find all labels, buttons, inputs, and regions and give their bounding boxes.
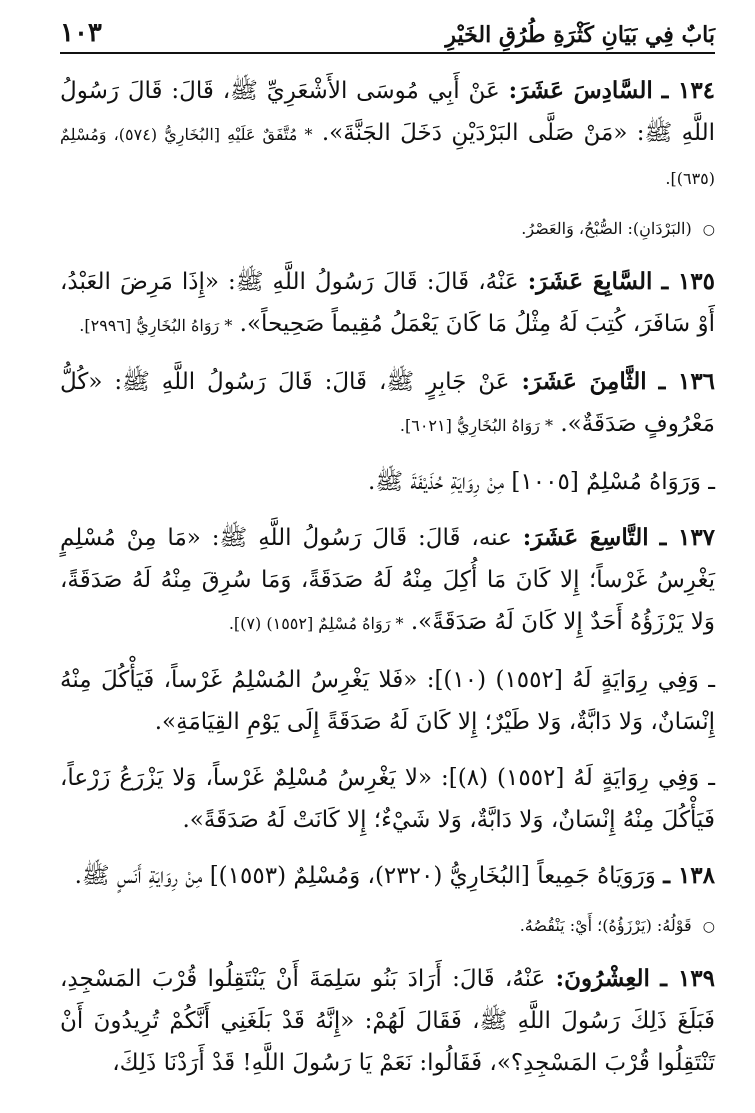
hadith-text: عَنْهُ، قَالَ: أَرَادَ بَنُو سَلِمَةَ أَنْ يَنْتَقِلُوا قُرْبَ المَسْجِدِ، فَبَلَغَ ذَلِكَ رَسُولَ اللَّهِ ﷺ، فَقَالَ لَهُمْ: «إِنَّهُ قَدْ بَلَغَنِي أَنَّكُمْ تُرِيدُونَ أَنْ تَنْتَقِلُوا قُرْبَ المَسْجِدِ؟»، فَقَالُوا: نَعَمْ يَا رَسُولَ اللَّهِ! قَدْ أَرَدْنَا ذَلِكَ، — [60, 966, 715, 1076]
hadith-text: عَنْ أَبِي مُوسَى الأَشْعَرِيِّ ﷺ، قَالَ: قَالَ رَسُولُ اللَّهِ ﷺ: «مَنْ صَلَّى البَرْدَيْنِ دَخَلَ الجَنَّةَ». — [60, 78, 716, 146]
narration-text: ـ وَفِي رِوَايَةٍ لَهُ [١٥٥٢) (٨)]: «لا يَغْرِسُ مُسْلِمٌ غَرْساً، وَلا يَزْرَعُ زَرْعاً، فَيَأْكُلَ مِنْهُ إِنْسَانٌ، وَلا دَابَّةٌ، وَلا شَيْءٌ؛ إِلا كَانَتْ لَهُ صَدَقَةً». — [60, 765, 715, 833]
narration-hudhayfa — [60, 461, 715, 503]
narration-variant-1 — [60, 659, 715, 743]
hadith-text: عَنْهُ، قَالَ: قَالَ رَسُولُ اللَّهِ ﷺ: «إِذَا مَرِضَ العَبْدُ، أَوْ سَافَرَ، كُتِبَ لَهُ مِثْلُ مَا كَانَ يَعْمَلُ مُقِيماً صَحِيحاً». — [60, 269, 715, 337]
hadith-reference: * رَوَاهُ البُخَارِيُّ [٦٠٢١]. — [399, 416, 553, 435]
hadith-number: ١٣٦ ـ — [658, 368, 716, 395]
note-text: قَوْلُهُ: (يَرْزَؤُهُ)؛ أَيْ: يَنْقُصُهُ. — [519, 916, 692, 935]
page-content — [60, 70, 715, 1098]
circle-bullet-icon: ○ — [702, 919, 715, 935]
hadith-number: ١٣٨ ـ — [663, 862, 715, 889]
hadith-text: عنه، قَالَ: قَالَ رَسُولُ اللَّهِ ﷺ: «مَا مِنْ مُسْلِمٍ يَغْرِسُ غَرْساً؛ إِلا كَانَ مَا أُكِلَ مِنْهُ لَهُ صَدَقَةً، وَمَا سُرِقَ مِنْهُ لَهُ صَدَقَةً، وَلا يَرْزَؤُهُ أَحَدٌ إِلا كَانَ لَهُ صَدَقَةً». — [60, 525, 715, 635]
hadith-136 — [60, 361, 715, 447]
circle-bullet-icon: ○ — [702, 222, 715, 238]
hadith-title: السَّابِعَ عَشَرَ: — [527, 268, 653, 295]
hadith-139 — [60, 958, 715, 1084]
narration-variant-2 — [60, 757, 715, 841]
hadith-title: العِشْرُونَ: — [555, 965, 650, 992]
hadith-text: وَرَوَيَاهُ جَمِيعاً [البُخَارِيُّ (٢٣٢٠)، وَمُسْلِمٌ (١٥٥٣)] مِنْ رِوَايَةِ أَنَسٍ ﷺ. — [74, 863, 656, 889]
hadith-138 — [60, 855, 715, 897]
hadith-number: ١٣٤ ـ — [661, 77, 716, 104]
hadith-title: السَّادِسَ عَشَرَ: — [508, 77, 653, 104]
hadith-134 — [60, 70, 715, 200]
hadith-137 — [60, 517, 715, 645]
page-header — [60, 8, 715, 54]
hadith-135 — [60, 261, 715, 347]
hadith-number: ١٣٧ ـ — [659, 524, 716, 551]
narration-text: ـ وَرَوَاهُ مُسْلِمٌ [١٠٠٥] مِنْ رِوَايَةِ حُذَيْفَةَ ﷺ. — [368, 469, 715, 495]
hadith-reference: * مُتَّفَقٌ عَلَيْهِ [البُخَارِيُّ (٥٧٤)، وَمُسْلِمٌ (٦٣٥)]. — [60, 125, 715, 188]
hadith-text: عَنْ جَابِرٍ ﷺ، قَالَ: قَالَ رَسُولُ اللَّهِ ﷺ: «كُلُّ مَعْرُوفٍ صَدَقَةٌ». — [60, 369, 715, 437]
hadith-number: ١٣٥ ـ — [661, 268, 716, 295]
hadith-reference: * رَوَاهُ البُخَارِيُّ [٢٩٩٦]. — [79, 316, 233, 335]
note-2 — [60, 911, 715, 942]
hadith-reference: * رَوَاهُ مُسْلِمٌ [١٥٥٢) (٧)]. — [228, 614, 404, 633]
note-text: (البَرْدَانِ): الصُّبْحُ، وَالعَصْرُ. — [521, 219, 692, 238]
hadith-number: ١٣٩ ـ — [660, 965, 716, 992]
chapter-title: بَابٌ فِي بَيَانِ كَثْرَةِ طُرُقِ الخَيْرِ — [445, 22, 715, 48]
narration-text: ـ وَفِي رِوَايَةٍ لَهُ [١٥٥٢) (١٠)]: «فَلا يَغْرِسُ المُسْلِمُ غَرْساً، فَيَأْكُلَ مِنْهُ إِنْسَانٌ، وَلا دَابَّةٌ، وَلا طَيْرٌ؛ إِلا كَانَ لَهُ صَدَقَةً إِلَى يَوْمِ القِيَامَةِ». — [60, 667, 715, 735]
hadith-title: الثَّامِنَ عَشَرَ: — [521, 368, 647, 395]
note-1 — [60, 214, 715, 245]
page-number: ١٠٣ — [60, 18, 102, 48]
hadith-title: التَّاسِعَ عَشَرَ: — [522, 524, 649, 551]
